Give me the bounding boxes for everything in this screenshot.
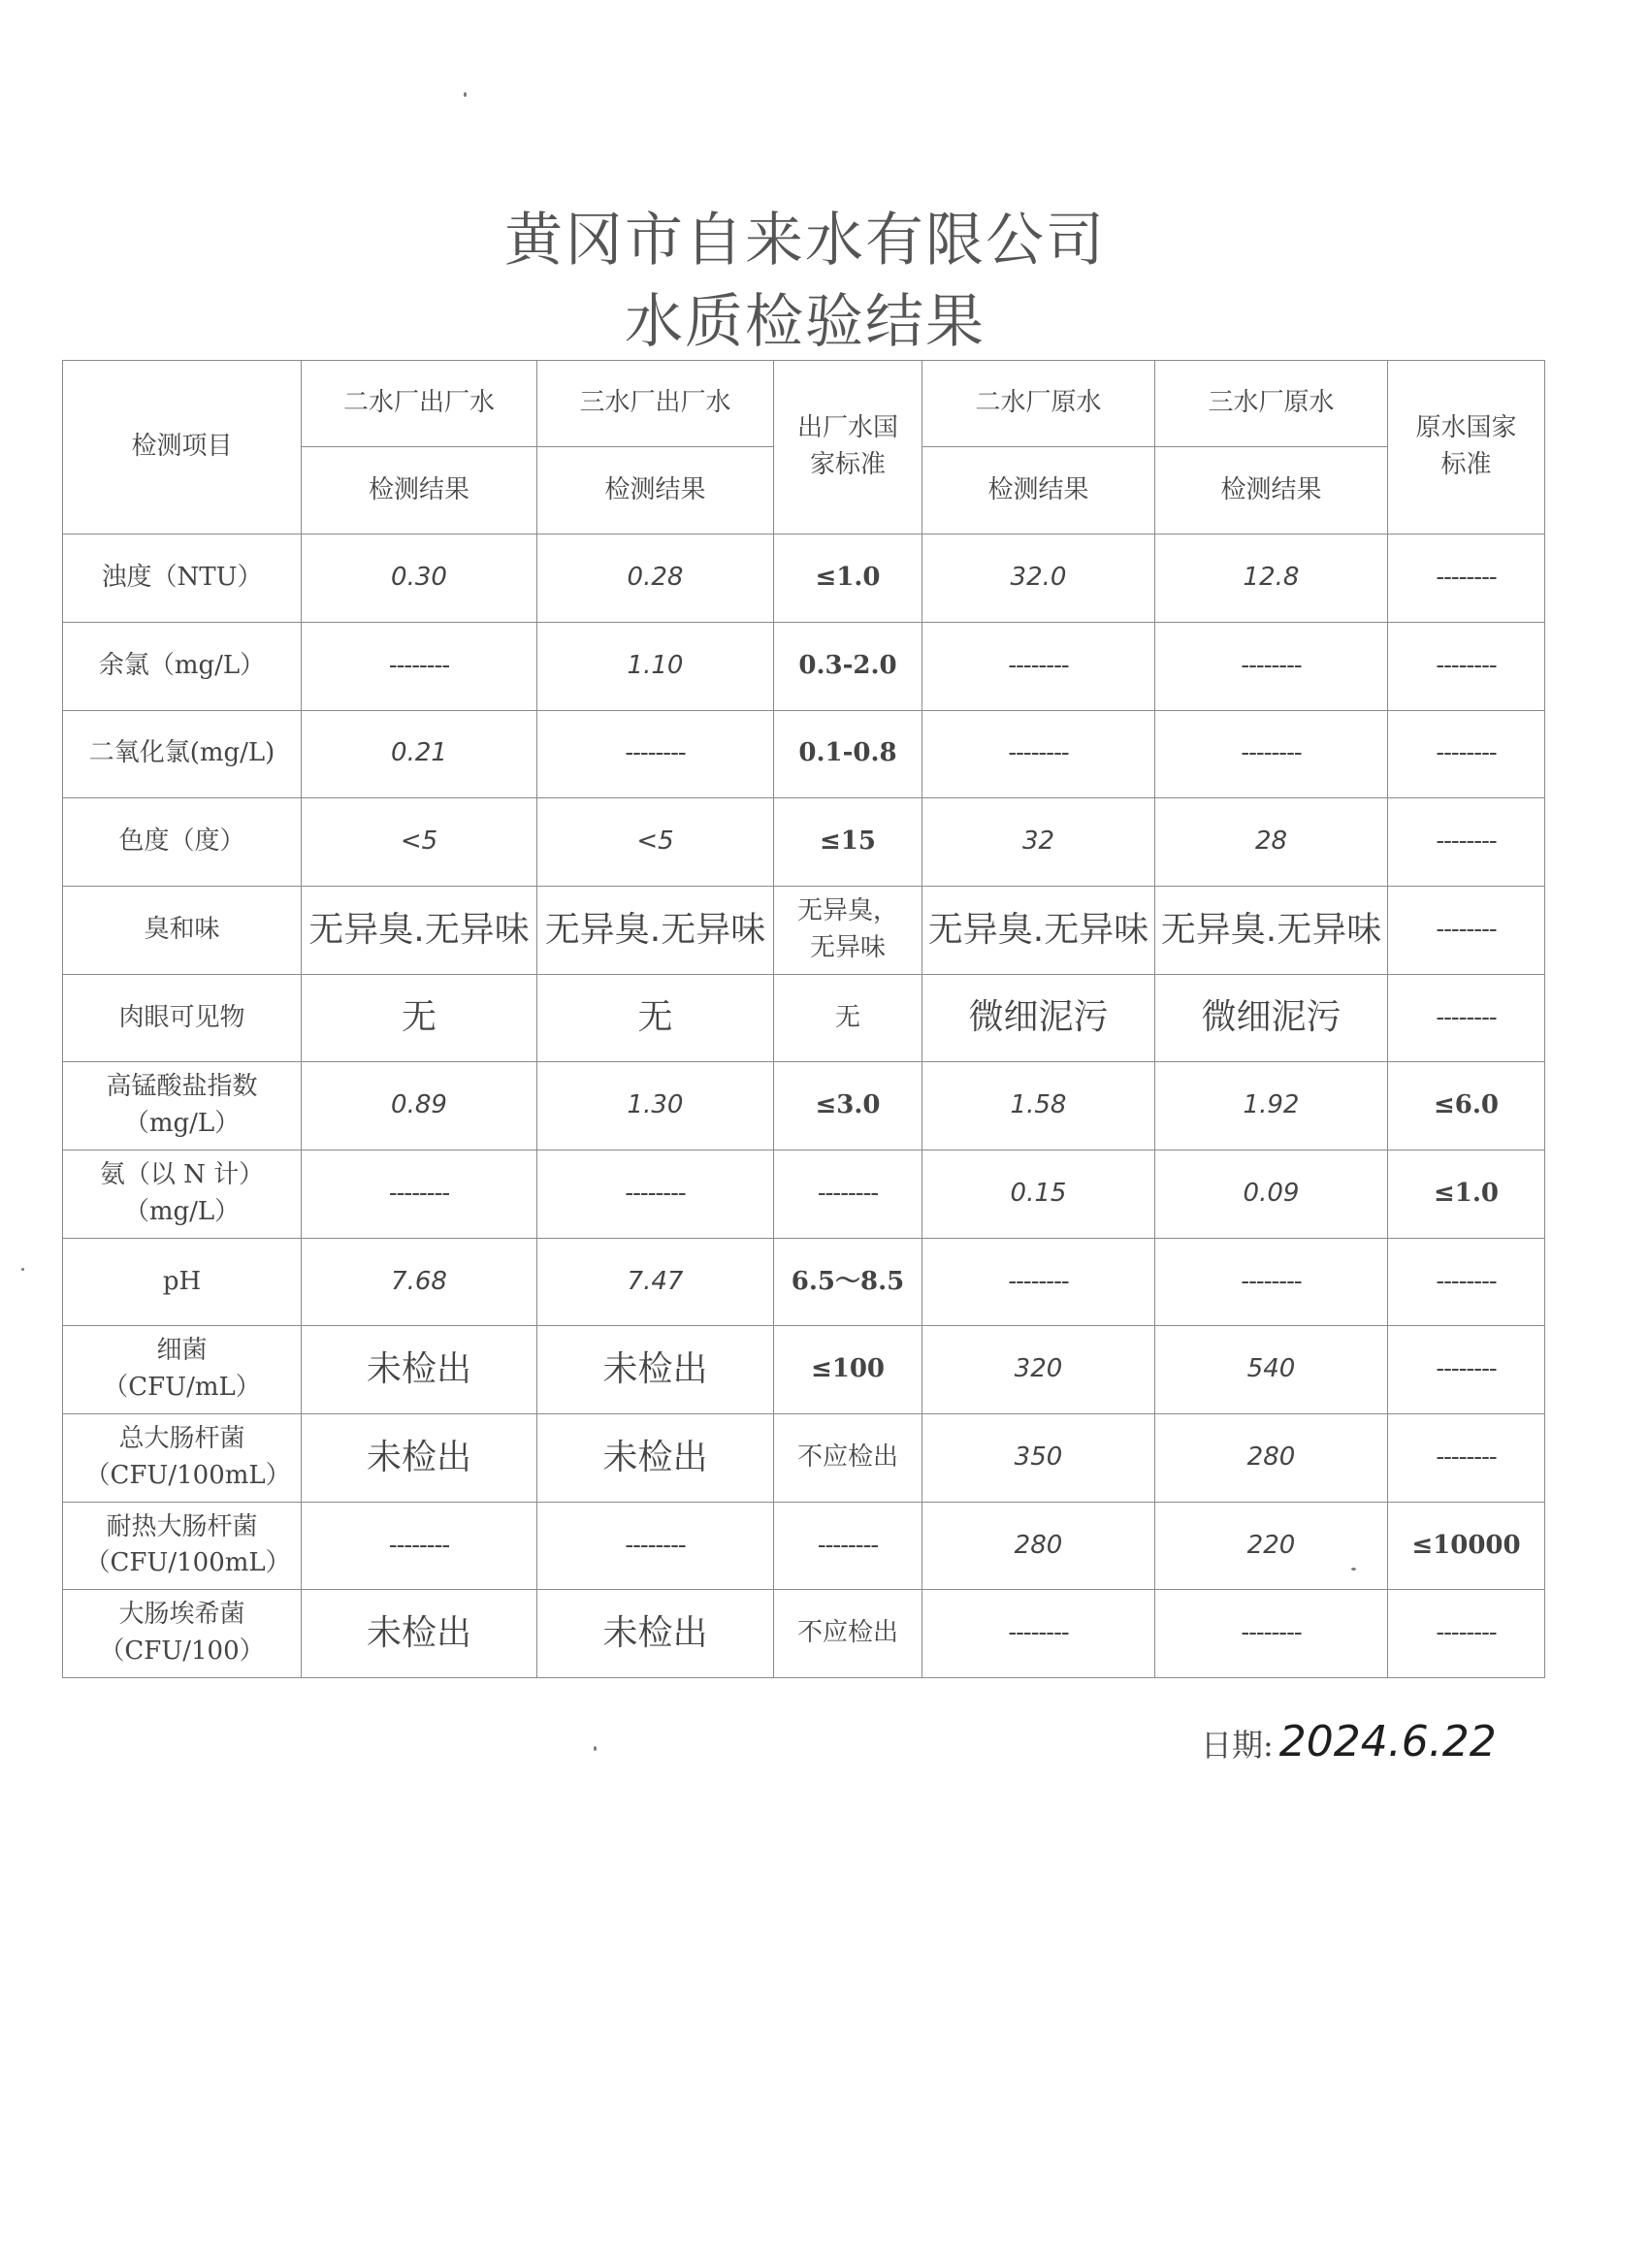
plant2-raw-result: --------	[922, 710, 1155, 798]
row-item: 氨（以 N 计）（mg/L）	[63, 1150, 302, 1238]
plant2-raw-result: 320	[922, 1326, 1155, 1414]
plant2-raw-result: 0.15	[922, 1150, 1155, 1238]
table-row	[63, 1502, 1545, 1590]
header-result: 检测结果	[1155, 446, 1388, 535]
row-item: 色度（度）	[63, 798, 302, 887]
scan-speck	[1351, 1568, 1356, 1571]
table-row	[63, 622, 1545, 710]
scan-speck	[464, 92, 467, 97]
plant3-outlet-result: <5	[537, 798, 774, 887]
table-row	[63, 535, 1545, 623]
plant3-outlet-result: 1.30	[537, 1062, 774, 1150]
company-title: 黄冈市自来水有限公司	[504, 207, 1106, 275]
outlet-standard: 0.3-2.0	[774, 622, 922, 710]
raw-standard: ≤1.0	[1388, 1150, 1545, 1238]
outlet-standard: 不应检出	[774, 1590, 922, 1678]
scan-speck	[21, 1268, 24, 1271]
plant3-raw-result: 280	[1155, 1413, 1388, 1502]
plant2-outlet-result: --------	[302, 1502, 537, 1590]
raw-standard: --------	[1388, 1413, 1545, 1502]
table-row	[63, 1590, 1545, 1678]
plant3-raw-result: 0.09	[1155, 1150, 1388, 1238]
header-plant2-raw: 二水厂原水	[922, 361, 1155, 447]
raw-standard: --------	[1388, 1238, 1545, 1326]
plant3-raw-result: 微细泥污	[1155, 974, 1388, 1062]
row-item: 总大肠杆菌（CFU/100mL）	[63, 1413, 302, 1502]
table-row	[63, 1326, 1545, 1414]
raw-standard: --------	[1388, 710, 1545, 798]
plant2-outlet-result: 未检出	[302, 1326, 537, 1414]
raw-standard: --------	[1388, 798, 1545, 887]
header-result: 检测结果	[537, 446, 774, 535]
outlet-standard: 无	[774, 974, 922, 1062]
plant3-outlet-result: --------	[537, 710, 774, 798]
report-date	[1201, 1717, 1497, 1766]
table-row	[63, 710, 1545, 798]
header-plant3-raw: 三水厂原水	[1155, 361, 1388, 447]
outlet-standard: 不应检出	[774, 1413, 922, 1502]
header-raw-standard: 原水国家标准	[1388, 361, 1545, 535]
row-item: pH	[63, 1238, 302, 1326]
plant3-raw-result: 28	[1155, 798, 1388, 887]
row-item: 二氧化氯(mg/L)	[63, 710, 302, 798]
date-value: 2024.6.22	[1278, 1717, 1497, 1766]
plant3-outlet-result: 7.47	[537, 1238, 774, 1326]
plant3-outlet-result: --------	[537, 1150, 774, 1238]
table-row	[63, 1150, 1545, 1238]
plant2-raw-result: 1.58	[922, 1062, 1155, 1150]
raw-standard: --------	[1388, 886, 1545, 974]
outlet-standard: ≤3.0	[774, 1062, 922, 1150]
raw-standard: ≤10000	[1388, 1502, 1545, 1590]
row-item: 细菌（CFU/mL）	[63, 1326, 302, 1414]
header-plant3-outlet: 三水厂出厂水	[537, 361, 774, 447]
results-table	[62, 360, 1545, 1678]
table-row	[63, 798, 1545, 887]
plant2-raw-result: 无异臭.无异味	[922, 886, 1155, 974]
report-title: 水质检验结果	[625, 288, 986, 356]
raw-standard: --------	[1388, 974, 1545, 1062]
plant2-outlet-result: 7.68	[302, 1238, 537, 1326]
outlet-standard: ≤15	[774, 798, 922, 887]
outlet-standard: 6.5～8.5	[774, 1238, 922, 1326]
plant3-outlet-result: --------	[537, 1502, 774, 1590]
plant3-outlet-result: 无	[537, 974, 774, 1062]
table-row	[63, 974, 1545, 1062]
header-plant2-outlet: 二水厂出厂水	[302, 361, 537, 447]
plant3-raw-result: 12.8	[1155, 535, 1388, 623]
plant3-raw-result: --------	[1155, 710, 1388, 798]
plant2-raw-result: 32.0	[922, 535, 1155, 623]
header-result: 检测结果	[922, 446, 1155, 535]
date-label: 日期:	[1201, 1727, 1274, 1764]
raw-standard: --------	[1388, 622, 1545, 710]
row-item: 肉眼可见物	[63, 974, 302, 1062]
raw-standard: --------	[1388, 1590, 1545, 1678]
plant2-outlet-result: 0.30	[302, 535, 537, 623]
outlet-standard: ≤1.0	[774, 535, 922, 623]
table-row	[63, 886, 1545, 974]
header-result: 检测结果	[302, 446, 537, 535]
plant2-outlet-result: --------	[302, 622, 537, 710]
plant2-raw-result: 280	[922, 1502, 1155, 1590]
plant3-raw-result: --------	[1155, 622, 1388, 710]
row-item: 大肠埃希菌（CFU/100）	[63, 1590, 302, 1678]
outlet-standard: ≤100	[774, 1326, 922, 1414]
plant2-raw-result: --------	[922, 1590, 1155, 1678]
plant2-outlet-result: 无异臭.无异味	[302, 886, 537, 974]
plant2-raw-result: --------	[922, 622, 1155, 710]
raw-standard: --------	[1388, 1326, 1545, 1414]
row-item: 耐热大肠杆菌（CFU/100mL）	[63, 1502, 302, 1590]
plant3-raw-result: --------	[1155, 1590, 1388, 1678]
plant2-outlet-result: 0.89	[302, 1062, 537, 1150]
plant3-outlet-result: 未检出	[537, 1326, 774, 1414]
plant2-outlet-result: 无	[302, 974, 537, 1062]
header-outlet-standard: 出厂水国家标准	[774, 361, 922, 535]
raw-standard: ≤6.0	[1388, 1062, 1545, 1150]
plant3-raw-result: --------	[1155, 1238, 1388, 1326]
table-row	[63, 1238, 1545, 1326]
plant3-raw-result: 220	[1155, 1502, 1388, 1590]
outlet-standard: --------	[774, 1150, 922, 1238]
plant2-outlet-result: <5	[302, 798, 537, 887]
plant3-outlet-result: 1.10	[537, 622, 774, 710]
outlet-standard: 无异臭，无异味	[774, 886, 922, 974]
scan-speck	[594, 1746, 597, 1751]
plant3-outlet-result: 0.28	[537, 535, 774, 623]
plant3-outlet-result: 未检出	[537, 1590, 774, 1678]
plant2-outlet-result: 未检出	[302, 1590, 537, 1678]
outlet-standard: --------	[774, 1502, 922, 1590]
plant3-raw-result: 1.92	[1155, 1062, 1388, 1150]
outlet-standard: 0.1-0.8	[774, 710, 922, 798]
plant2-raw-result: 微细泥污	[922, 974, 1155, 1062]
plant3-outlet-result: 无异臭.无异味	[537, 886, 774, 974]
table-row	[63, 1062, 1545, 1150]
row-item: 余氯（mg/L）	[63, 622, 302, 710]
plant2-outlet-result: --------	[302, 1150, 537, 1238]
plant3-raw-result: 540	[1155, 1326, 1388, 1414]
plant2-outlet-result: 未检出	[302, 1413, 537, 1502]
raw-standard: --------	[1388, 535, 1545, 623]
table-row	[63, 1413, 1545, 1502]
plant2-raw-result: 350	[922, 1413, 1155, 1502]
plant2-raw-result: --------	[922, 1238, 1155, 1326]
plant2-raw-result: 32	[922, 798, 1155, 887]
header-item: 检测项目	[63, 361, 302, 535]
plant2-outlet-result: 0.21	[302, 710, 537, 798]
row-item: 高锰酸盐指数（mg/L）	[63, 1062, 302, 1150]
plant3-outlet-result: 未检出	[537, 1413, 774, 1502]
row-item: 浊度（NTU）	[63, 535, 302, 623]
row-item: 臭和味	[63, 886, 302, 974]
plant3-raw-result: 无异臭.无异味	[1155, 886, 1388, 974]
